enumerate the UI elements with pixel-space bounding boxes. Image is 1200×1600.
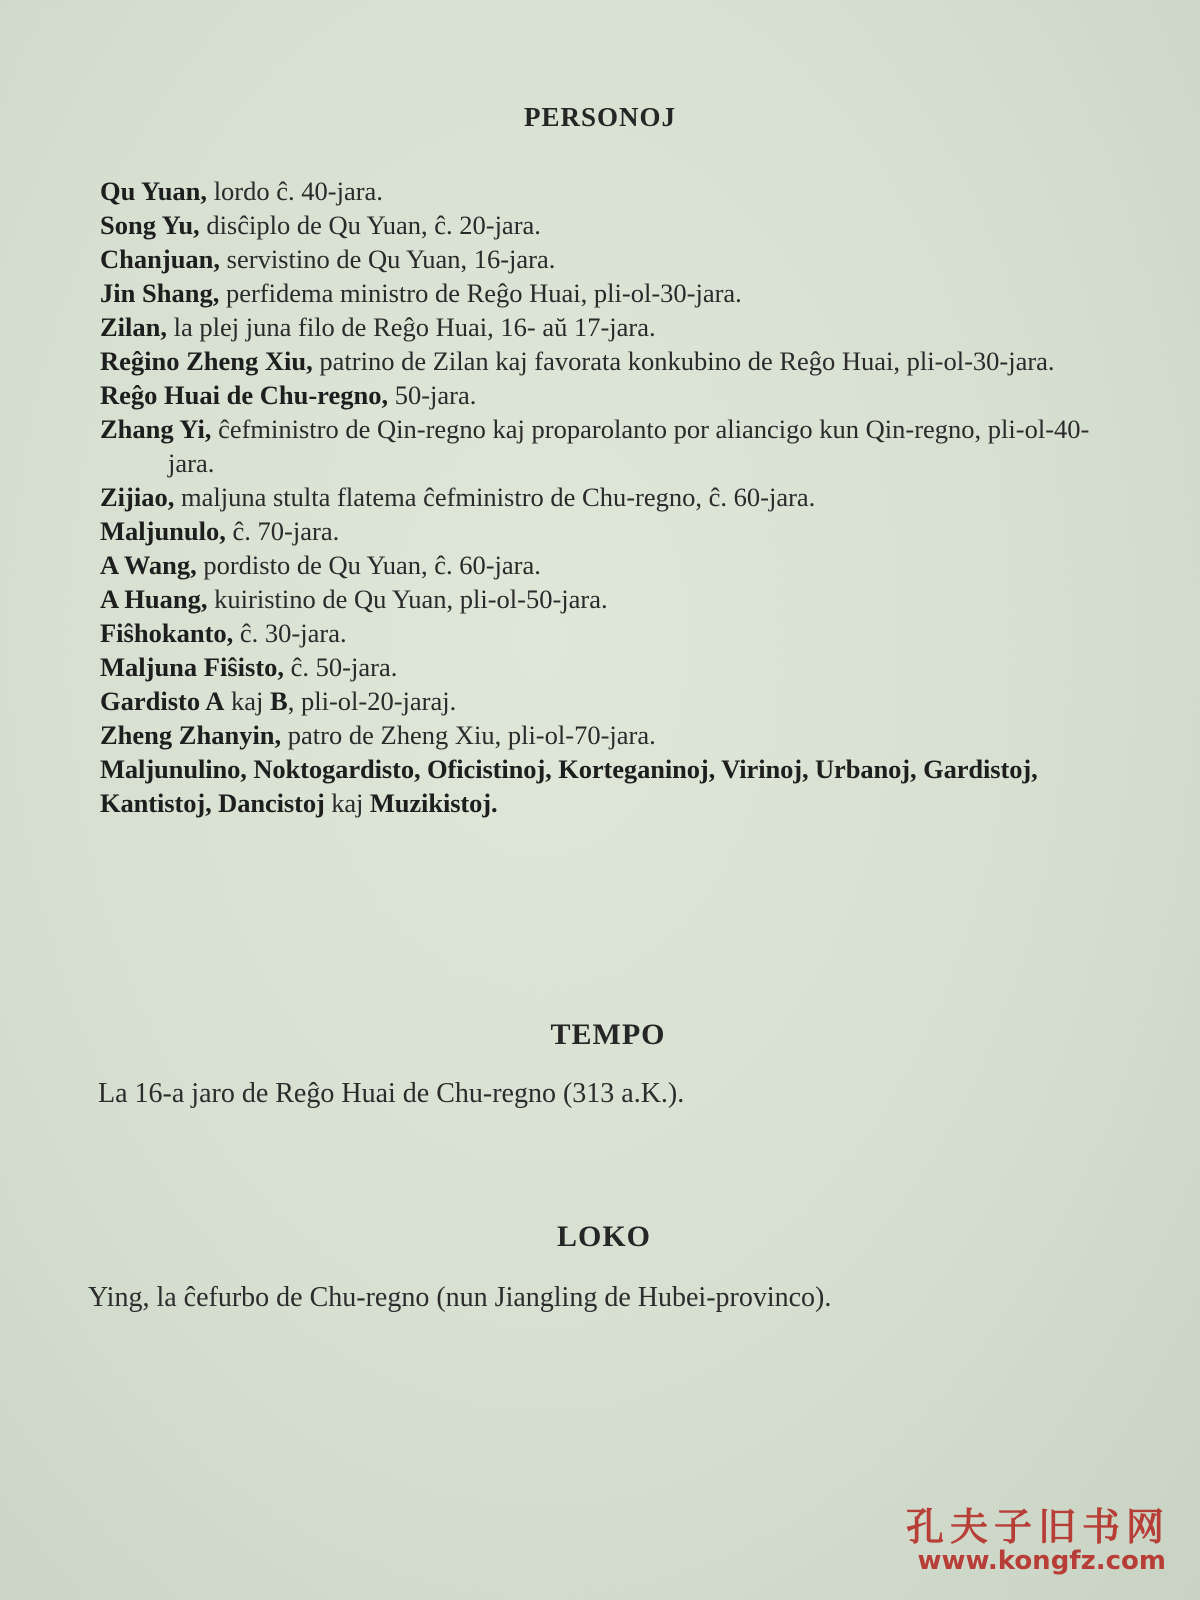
cast-entry xyxy=(100,582,1100,616)
cast-desc: kuiristino de Qu Yuan, pli-ol-50-jara. xyxy=(207,584,608,614)
cast-desc: lordo ĉ. 40-jara. xyxy=(207,176,383,206)
cast-desc: perfidema ministro de Reĝo Huai, pli-ol-30-jara. xyxy=(219,278,742,308)
cast-desc: , pli-ol-20-jaraj. xyxy=(287,686,457,716)
cast-entry-group xyxy=(100,752,1100,820)
cast-entry xyxy=(100,378,1100,412)
cast-name: Fiŝhokanto, xyxy=(100,618,234,648)
cast-entry xyxy=(100,650,1100,684)
cast-desc: 50-jara. xyxy=(388,380,477,410)
cast-entry xyxy=(100,310,1100,344)
cast-name: Zijiao, xyxy=(100,482,175,512)
cast-name: Zilan, xyxy=(100,312,168,342)
cast-entry xyxy=(100,208,1100,242)
cast-entry xyxy=(100,276,1100,310)
cast-conjunction: kaj xyxy=(224,686,271,716)
cast-desc: ĉefministro de Qin-regno kaj proparolanto por aliancigo kun Qin-regno, pli-ol-40-jara. xyxy=(168,414,1090,478)
cast-name: Zheng Zhanyin, xyxy=(100,720,282,750)
cast-name: Reĝo Huai de Chu-regno, xyxy=(100,380,389,410)
cast-name: Muzikistoj. xyxy=(369,788,498,818)
cast-name: Zhang Yi, xyxy=(100,414,212,444)
cast-name: Maljuna Fiŝisto, xyxy=(100,652,285,682)
cast-desc: la plej juna filo de Reĝo Huai, 16- aŭ 17-jara. xyxy=(167,312,656,342)
tempo-heading: TEMPO xyxy=(550,1018,666,1051)
cast-name: Gardisto A xyxy=(100,686,225,716)
cast-name: Qu Yuan, xyxy=(100,176,208,206)
cast-desc: patro de Zheng Xiu, pli-ol-70-jara. xyxy=(281,720,656,750)
cast-entry xyxy=(100,514,1100,548)
watermark-url: www.kongfz.com xyxy=(917,1546,1166,1576)
tempo-text: La 16-a jaro de Reĝo Huai de Chu-regno (313 a.K.). xyxy=(98,1078,685,1109)
cast-entry xyxy=(100,412,1100,480)
cast-desc: patrino de Zilan kaj favorata konkubino de Reĝo Huai, pli-ol-30-jara. xyxy=(312,346,1055,376)
cast-entry xyxy=(100,548,1100,582)
cast-name: Chanjuan, xyxy=(100,244,221,274)
cast-entry xyxy=(100,616,1100,650)
cast-desc: ĉ. 30-jara. xyxy=(233,618,347,648)
cast-name: Reĝino Zheng Xiu, xyxy=(100,346,313,376)
cast-name: B xyxy=(270,686,288,716)
cast-entry xyxy=(100,174,1100,208)
cast-name: Maljunulo, xyxy=(100,516,226,546)
cast-entry xyxy=(100,718,1100,752)
cast-desc: disĉiplo de Qu Yuan, ĉ. 20-jara. xyxy=(199,210,541,240)
cast-entry xyxy=(100,242,1100,276)
cast-group-names: Maljunulino, Noktogardisto, Oficistinoj, Korteganinoj, Virinoj, Urbanoj, Gardistoj, Kantistoj, Dancistoj xyxy=(100,754,1038,818)
cast-name: A Wang, xyxy=(100,550,197,580)
cast-desc: ĉ. 70-jara. xyxy=(225,516,340,546)
cast-entry xyxy=(100,344,1100,378)
personoj-heading: PERSONOJ xyxy=(523,102,677,132)
cast-desc: ĉ. 50-jara. xyxy=(284,652,398,682)
cast-list xyxy=(100,174,1100,820)
watermark-brand: 孔夫子旧书网 xyxy=(905,1505,1170,1549)
cast-desc: servistino de Qu Yuan, 16-jara. xyxy=(220,244,556,274)
cast-name: Song Yu, xyxy=(100,210,200,240)
loko-heading: LOKO xyxy=(556,1220,651,1253)
cast-name: A Huang, xyxy=(100,584,208,614)
cast-desc: maljuna stulta flatema ĉefministro de Chu-regno, ĉ. 60-jara. xyxy=(174,482,816,512)
cast-conjunction: kaj xyxy=(324,788,370,818)
cast-entry xyxy=(100,480,1100,514)
cast-desc: pordisto de Qu Yuan, ĉ. 60-jara. xyxy=(196,550,541,580)
loko-text: Ying, la ĉefurbo de Chu-regno (nun Jiangling de Hubei-provinco). xyxy=(88,1282,832,1313)
cast-name: Jin Shang, xyxy=(100,278,220,308)
cast-entry-guards xyxy=(100,684,1100,718)
